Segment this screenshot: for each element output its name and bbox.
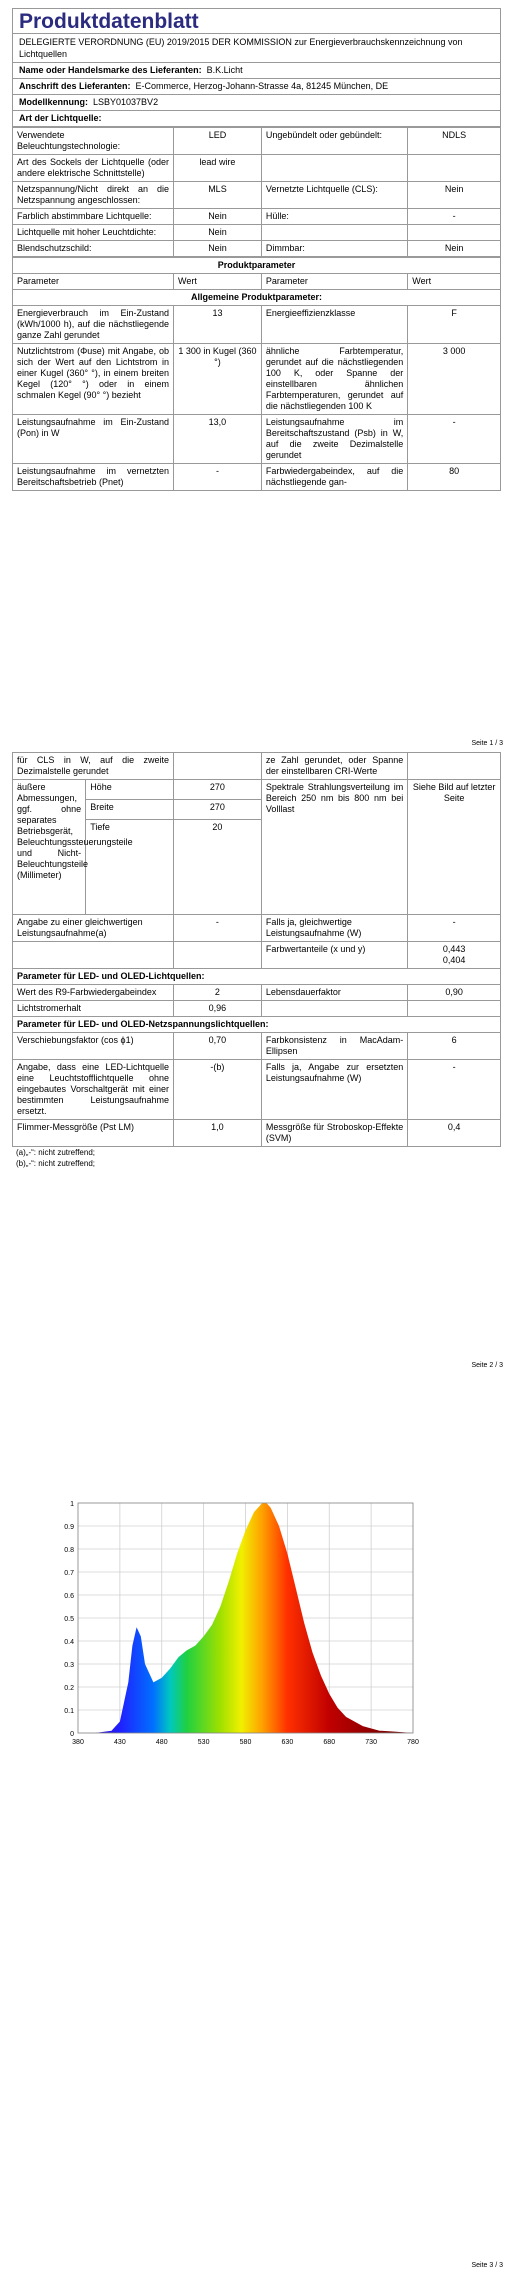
- type-cell: [261, 155, 407, 182]
- general-cell: Nutzlichtstrom (Φuse) mit Angabe, ob sich der Wert auf den Lichtstrom in einer Kugel (360° °), in einem breiten Kegel (120° °) oder in einem schmalen Kegel (90° °) bezieht: [13, 344, 174, 415]
- y-tick-label: 0.6: [64, 1593, 74, 1600]
- mains-cell: Angabe, dass eine LED-Lichtquelle eine Leuchtstofflichtquelle ohne eingebautes Vorschaltgerät mit einer bestimmten Leistungsaufnahme ersetzt.: [13, 1060, 174, 1120]
- mains-cell: 0,70: [174, 1033, 262, 1060]
- col-value-header: Wert: [174, 274, 262, 290]
- x-tick-label: 380: [72, 1739, 84, 1746]
- type-row: [13, 225, 501, 241]
- model-value: LSBY01037BV2: [93, 97, 159, 107]
- y-tick-label: 0.3: [64, 1662, 74, 1669]
- type-section-head: Art der Lichtquelle:: [12, 111, 501, 127]
- life-label: Lebensdauerfaktor: [261, 985, 407, 1001]
- y-tick-label: 0.8: [64, 1547, 74, 1554]
- mains-cell: -(b): [174, 1060, 262, 1120]
- mains-cell: 0,4: [408, 1120, 501, 1147]
- general-cell: ähnliche Farbtemperatur, gerundet auf die nächstliegenden 100 K, oder Spanne der einstellbaren ähnlichen Farbtemperaturen, gerundet auf die nächstliegenden 100 K: [261, 344, 407, 415]
- y-tick-label: 0.4: [64, 1639, 74, 1646]
- general-cell: Energieeffizienzklasse: [261, 306, 407, 344]
- type-cell: lead wire: [174, 155, 262, 182]
- type-cell: Blendschutzschild:: [13, 241, 174, 257]
- spectrum-chart-svg: [50, 1495, 425, 1755]
- type-cell: -: [408, 209, 501, 225]
- dim-width-label: Breite: [86, 800, 174, 820]
- page-title: Produktdatenblatt: [12, 8, 501, 34]
- equiv-right-label: Falls ja, gleichwertige Leistungsaufnahme (W): [261, 915, 407, 942]
- page-3-footer: Seite 3 / 3: [471, 2262, 503, 2269]
- equiv-label: Angabe zu einer gleichwertigen Leistungsaufnahme(a): [13, 915, 174, 942]
- x-tick-label: 630: [281, 1739, 294, 1746]
- lum-label: Lichtstromerhalt: [13, 1001, 174, 1017]
- mains-row: [13, 1033, 501, 1060]
- type-cell: Hülle:: [261, 209, 407, 225]
- type-row: [13, 241, 501, 257]
- y-tick-label: 1: [70, 1501, 74, 1508]
- x-tick-label: 680: [323, 1739, 336, 1746]
- supplier-row: [12, 63, 501, 79]
- model-label: Modellkennung:: [19, 97, 88, 107]
- spectral-value: Siehe Bild auf letzter Seite: [408, 780, 501, 915]
- page-2: [12, 752, 501, 1169]
- y-tick-label: 0.5: [64, 1616, 74, 1623]
- mains-head: Parameter für LED- und OLED-Netzspannungslichtquellen:: [13, 1017, 501, 1033]
- y-tick-label: 0.9: [64, 1524, 74, 1531]
- dim-height-label: Höhe: [86, 780, 174, 800]
- life-value: 0,90: [408, 985, 501, 1001]
- x-tick-label: 580: [239, 1739, 252, 1746]
- type-cell: [408, 225, 501, 241]
- continued-left: für CLS in W, auf die zweite Dezimalstelle gerundet: [13, 753, 174, 780]
- product-params-head: Produktparameter: [13, 258, 501, 274]
- type-cell: Vernetzte Lichtquelle (CLS):: [261, 182, 407, 209]
- x-tick-label: 430: [114, 1739, 126, 1746]
- page2-table: [12, 752, 501, 1147]
- equiv-right-value: -: [408, 915, 501, 942]
- x-tick-label: 780: [407, 1739, 419, 1746]
- general-row: [13, 306, 501, 344]
- dim-depth-value: 20: [174, 820, 262, 915]
- type-cell: Ungebündelt oder gebündelt:: [261, 128, 407, 155]
- r9-label: Wert des R9-Farbwiedergabeindex: [13, 985, 174, 1001]
- address-row: [12, 79, 501, 95]
- type-cell: LED: [174, 128, 262, 155]
- general-cell: 13,0: [174, 415, 262, 464]
- color-values: [408, 942, 501, 969]
- page-1-footer: Seite 1 / 3: [471, 740, 503, 747]
- x-tick-label: 730: [365, 1739, 377, 1746]
- type-cell: Nein: [174, 225, 262, 241]
- color-x: 0,443: [442, 944, 466, 954]
- type-table: [12, 127, 501, 257]
- type-cell: Farblich abstimmbare Lichtquelle:: [13, 209, 174, 225]
- type-cell: Nein: [408, 241, 501, 257]
- general-cell: 3 000: [408, 344, 501, 415]
- type-cell: NDLS: [408, 128, 501, 155]
- x-tick-label: 480: [155, 1739, 168, 1746]
- led-oled-head: Parameter für LED- und OLED-Lichtquellen:: [13, 969, 501, 985]
- address-value: E-Commerce, Herzog-Johann-Strasse 4a, 81245 München, DE: [135, 81, 389, 91]
- mains-cell: Falls ja, Angabe zur ersetzten Leistungsaufnahme (W): [261, 1060, 407, 1120]
- general-cell: Leistungsaufnahme im vernetzten Bereitschaftsbetrieb (Pnet): [13, 464, 174, 491]
- mains-row: [13, 1060, 501, 1120]
- general-cell: Leistungsaufnahme im Bereitschaftszustand (Psb) in W, auf die zweite Dezimalstelle gerundet: [261, 415, 407, 464]
- y-tick-label: 0.7: [64, 1570, 74, 1577]
- supplier-label: Name oder Handelsmarke des Lieferanten:: [19, 65, 202, 75]
- product-params-table: [12, 257, 501, 491]
- general-cell: Leistungsaufnahme im Ein-Zustand (Pon) in W: [13, 415, 174, 464]
- equiv-value: -: [174, 915, 262, 942]
- r9-value: 2: [174, 985, 262, 1001]
- lum-value: 0,96: [174, 1001, 262, 1017]
- dims-label: äußere Abmessungen, ggf. ohne separates Betriebsgerät, Beleuchtungssteuerungsteile und Nicht-Beleuchtungsteile (Millimeter): [13, 780, 86, 915]
- type-row: [13, 182, 501, 209]
- spectrum-chart: [50, 1495, 425, 1755]
- address-label: Anschrift des Lieferanten:: [19, 81, 131, 91]
- dim-depth-label: Tiefe: [86, 820, 174, 915]
- col-param-header-2: Parameter: [261, 274, 407, 290]
- x-tick-label: 530: [197, 1739, 210, 1746]
- type-cell: Art des Sockels der Lichtquelle (oder andere elektrische Schnittstelle): [13, 155, 174, 182]
- general-cell: 1 300 in Kugel (360 °): [174, 344, 262, 415]
- mains-cell: Messgröße für Stroboskop-Effekte (SVM): [261, 1120, 407, 1147]
- model-row: [12, 95, 501, 111]
- mains-cell: -: [408, 1060, 501, 1120]
- y-tick-label: 0.2: [64, 1685, 74, 1692]
- mains-cell: Flimmer-Messgröße (Pst LM): [13, 1120, 174, 1147]
- page-1: [12, 8, 501, 491]
- type-cell: [261, 225, 407, 241]
- general-cell: 80: [408, 464, 501, 491]
- type-cell: Nein: [174, 209, 262, 225]
- regulation-text: DELEGIERTE VERORDNUNG (EU) 2019/2015 DER KOMMISSION zur Energieverbrauchskennzeichnung von Lichtquellen: [12, 34, 501, 63]
- dim-height-value: 270: [174, 780, 262, 800]
- page-2-footer: Seite 2 / 3: [471, 1362, 503, 1369]
- type-row: [13, 209, 501, 225]
- general-params-head: Allgemeine Produktparameter:: [13, 290, 501, 306]
- type-cell: Verwendete Beleuchtungstechnologie:: [13, 128, 174, 155]
- supplier-value: B.K.Licht: [206, 65, 243, 75]
- type-cell: Netzspannung/Nicht direkt an die Netzspannung angeschlossen:: [13, 182, 174, 209]
- type-cell: MLS: [174, 182, 262, 209]
- type-row: [13, 155, 501, 182]
- col-value-header-2: Wert: [408, 274, 501, 290]
- general-cell: Energieverbrauch im Ein-Zustand (kWh/1000 h), auf die nächstliegende ganze Zahl gerundet: [13, 306, 174, 344]
- dim-width-value: 270: [174, 800, 262, 820]
- type-cell: [408, 155, 501, 182]
- general-row: [13, 344, 501, 415]
- general-cell: Farbwiedergabeindex, auf die nächstliegende gan-: [261, 464, 407, 491]
- spectral-label: Spektrale Strahlungsverteilung im Bereich 250 nm bis 800 nm bei Volllast: [261, 780, 407, 915]
- y-tick-label: 0: [70, 1731, 74, 1738]
- general-cell: F: [408, 306, 501, 344]
- type-cell: Nein: [174, 241, 262, 257]
- continued-right: ze Zahl gerundet, oder Spanne der einstellbaren CRI-Werte: [261, 753, 407, 780]
- type-cell: Dimmbar:: [261, 241, 407, 257]
- color-label: Farbwertanteile (x und y): [261, 942, 407, 969]
- col-param-header: Parameter: [13, 274, 174, 290]
- color-y: 0,404: [442, 955, 466, 965]
- general-cell: -: [408, 415, 501, 464]
- general-row: [13, 415, 501, 464]
- note-a: (a)„-“: nicht zutreffend;: [16, 1148, 95, 1157]
- mains-row: [13, 1120, 501, 1147]
- mains-cell: 6: [408, 1033, 501, 1060]
- type-cell: Lichtquelle mit hoher Leuchtdichte:: [13, 225, 174, 241]
- y-tick-label: 0.1: [64, 1708, 74, 1715]
- mains-cell: Farbkonsistenz in MacAdam-Ellipsen: [261, 1033, 407, 1060]
- type-row: [13, 128, 501, 155]
- general-row: [13, 464, 501, 491]
- mains-cell: 1,0: [174, 1120, 262, 1147]
- mains-cell: Verschiebungsfaktor (cos ϕ1): [13, 1033, 174, 1060]
- general-cell: -: [174, 464, 262, 491]
- type-cell: Nein: [408, 182, 501, 209]
- note-b: (b)„-“: nicht zutreffend;: [16, 1159, 95, 1168]
- general-cell: 13: [174, 306, 262, 344]
